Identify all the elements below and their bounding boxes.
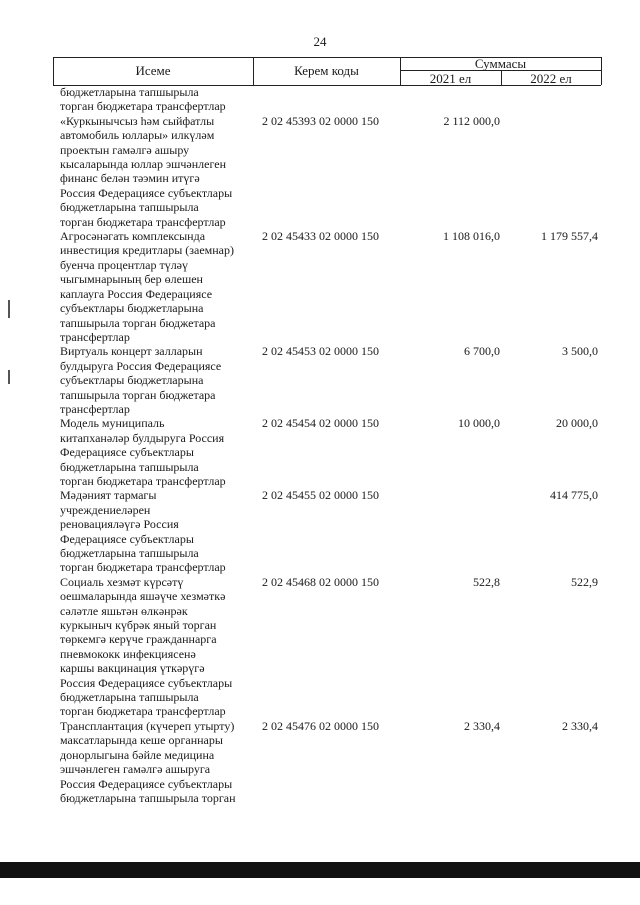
header-right-border xyxy=(601,57,602,85)
table-row xyxy=(0,344,640,416)
page-number: 24 xyxy=(313,34,327,49)
row-name-line: торган бюджетара трансфертлар xyxy=(60,99,226,114)
table-row xyxy=(0,85,640,114)
row-value-2021: 2 112 000,0 xyxy=(443,113,500,128)
column-header-name: Исеме xyxy=(135,63,171,78)
row-name-line: Трансплантация (күчереп утырту) xyxy=(60,718,235,733)
row-name-line: торган бюджетара трансфертлар xyxy=(60,214,226,229)
table-row xyxy=(0,488,640,574)
table-row xyxy=(0,575,640,719)
row-name-line: бюджетларына тапшырыла xyxy=(60,690,199,705)
row-name-line: автомобиль юллары» илкүләм xyxy=(60,128,215,143)
row-name-line: бюджетларына тапшырыла xyxy=(60,546,199,560)
column-header-code: Керем коды xyxy=(294,63,359,78)
row-name-line: булдыруга Россия Федерациясе xyxy=(60,358,222,373)
row-name-line: учреждениеләрен xyxy=(60,502,151,517)
row-name xyxy=(60,344,250,416)
row-name-line: кысаларында юллар эшчәнлеген xyxy=(60,157,226,172)
row-name-line: трансфертлар xyxy=(60,401,130,416)
row-name-line: төркемгә керүче гражданнарга xyxy=(60,632,217,647)
row-name-line: эшчәнлеген гамәлгә ашыруга xyxy=(60,762,211,777)
row-code: 2 02 45393 02 0000 150 xyxy=(262,113,379,128)
row-name xyxy=(60,575,250,719)
row-value-2021: 2 330,4 xyxy=(464,718,500,733)
table-row xyxy=(0,114,640,229)
row-name-line: инвестиция кредитлары (заемнар) xyxy=(60,243,234,258)
row-name-line: Виртуаль концерт залларын xyxy=(60,344,203,359)
row-name-line: Россия Федерациясе субъектлары xyxy=(60,776,233,791)
row-name-line: буенча процентлар түләү xyxy=(60,257,189,272)
row-name-line: Социаль хезмәт күрсәтү xyxy=(60,574,184,589)
row-value-2022: 2 330,4 xyxy=(562,718,598,733)
table-row xyxy=(0,229,640,344)
row-name-line: Федерациясе субъектлары xyxy=(60,531,194,546)
row-name xyxy=(60,416,250,488)
scan-bottom-stripe xyxy=(0,862,640,878)
row-name-line: Россия Федерациясе субъектлары xyxy=(60,185,233,200)
row-name-line: торган бюджетара трансфертлар xyxy=(60,473,226,488)
row-code: 2 02 45455 02 0000 150 xyxy=(262,488,379,503)
row-name-line: реновацияләүгә Россия xyxy=(60,517,179,532)
row-code: 2 02 45454 02 0000 150 xyxy=(262,416,379,431)
row-value-2022: 414 775,0 xyxy=(550,488,598,503)
column-header-year-2021: 2021 ел xyxy=(429,71,472,86)
row-name xyxy=(60,719,250,805)
row-name xyxy=(60,114,250,229)
row-value-2022: 1 179 557,4 xyxy=(541,229,598,244)
scan-margin-mark xyxy=(8,370,10,384)
row-name-line: сәләтле яшьтән өлкәнрәк xyxy=(60,603,188,618)
row-name xyxy=(60,229,250,344)
row-name-line: проектын гамәлгә ашыру xyxy=(60,142,190,157)
table-body xyxy=(0,85,640,805)
row-name-line: донорлыгына бәйле медицина xyxy=(60,747,215,762)
row-name-line: Модель муниципаль xyxy=(60,416,165,431)
row-value-2021: 10 000,0 xyxy=(458,416,500,431)
row-name xyxy=(60,488,250,574)
column-header-sum: Суммасы xyxy=(474,56,527,71)
row-name-line: субъектлары бюджетларына xyxy=(60,373,204,388)
row-name-line: каршы вакцинация үткәрүгә xyxy=(60,661,205,676)
row-value-2021: 6 700,0 xyxy=(464,344,500,359)
row-name-line: бюджетларына тапшырыла xyxy=(60,459,199,474)
row-name-line: «Куркынычсыз һәм сыйфатлы xyxy=(60,113,215,128)
row-name-line: Россия Федерациясе субъектлары xyxy=(60,675,233,690)
row-name-line: максатларында кеше органнары xyxy=(60,733,223,748)
row-name-line: бюджетларына тапшырыла xyxy=(60,85,199,99)
row-code: 2 02 45433 02 0000 150 xyxy=(262,229,379,244)
row-value-2022: 20 000,0 xyxy=(556,416,598,431)
row-name-line: трансфертлар xyxy=(60,329,130,344)
row-name-line: пневмококк инфекциясенә xyxy=(60,646,196,661)
column-header-year-2022: 2022 ел xyxy=(530,71,572,86)
row-name-line: куркыныч күбрәк яный торган xyxy=(60,618,217,633)
row-value-2021: 1 108 016,0 xyxy=(443,229,500,244)
table-row xyxy=(0,416,640,488)
row-name-line: финанс белән тәэмин итүгә xyxy=(60,171,200,186)
row-name-line: оешмаларында яшәүче хезмәткә xyxy=(60,589,226,604)
row-name-line: тапшырыла торган бюджетара xyxy=(60,387,216,402)
row-code: 2 02 45453 02 0000 150 xyxy=(262,344,379,359)
row-name-line: китапханәләр булдыруга Россия xyxy=(60,430,225,445)
row-name-line: Агросәнәгать комплексында xyxy=(60,229,206,244)
row-name-line: бюджетларына тапшырыла xyxy=(60,200,199,215)
row-name xyxy=(60,85,250,114)
row-name-line: тапшырыла торган бюджетара xyxy=(60,315,216,330)
row-name-line: субъектлары бюджетларына xyxy=(60,301,204,316)
row-name-line: Федерациясе субъектлары xyxy=(60,445,194,460)
scan-margin-mark xyxy=(8,300,10,318)
row-name-line: торган бюджетара трансфертлар xyxy=(60,704,226,719)
row-value-2021: 522,8 xyxy=(473,574,500,589)
row-code: 2 02 45468 02 0000 150 xyxy=(262,574,379,589)
row-name-line: бюджетларына тапшырыла торган xyxy=(60,790,236,805)
table-row xyxy=(0,719,640,805)
row-name-line: Мәдәният тармагы xyxy=(60,488,157,503)
row-code: 2 02 45476 02 0000 150 xyxy=(262,718,379,733)
row-value-2022: 522,9 xyxy=(571,574,598,589)
row-name-line: каплауга Россия Федерациясе xyxy=(60,286,213,301)
row-name-line: торган бюджетара трансфертлар xyxy=(60,560,226,575)
row-name-line: чыгымнарының бер өлешен xyxy=(60,272,203,287)
row-value-2022: 3 500,0 xyxy=(562,344,598,359)
